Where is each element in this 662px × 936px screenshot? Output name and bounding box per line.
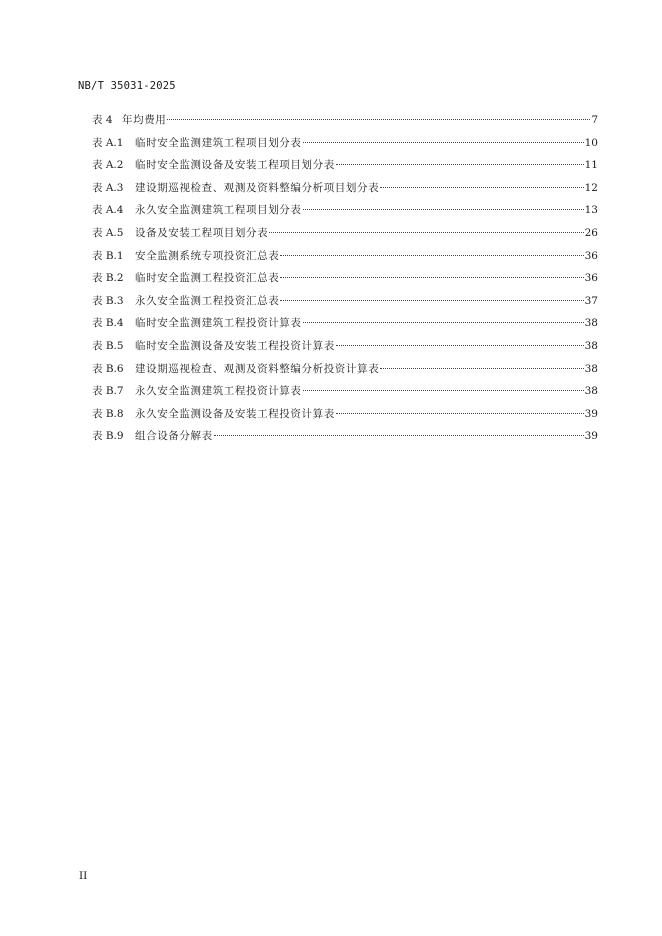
toc-dot-leader: [280, 277, 583, 278]
toc-item-page: 12: [584, 181, 598, 194]
toc-item-page: 11: [584, 159, 598, 172]
toc-item-title: 安全监测系统专项投资汇总表: [135, 249, 280, 262]
page-number: II: [79, 870, 88, 882]
toc-dot-leader: [167, 119, 590, 120]
toc-dot-leader: [280, 255, 583, 256]
toc-dot-leader: [214, 435, 584, 436]
table-of-contents: [92, 109, 598, 448]
toc-item-page: 36: [584, 272, 598, 285]
toc-item-title: 永久安全监测设备及安装工程投资计算表: [135, 407, 335, 420]
toc-item-label: 表 B.2: [92, 272, 124, 285]
toc-item[interactable]: [92, 290, 598, 313]
toc-item-label: 表 A.4: [92, 204, 124, 217]
toc-item[interactable]: [92, 335, 598, 358]
toc-item-label: 表 B.3: [92, 294, 124, 307]
document-code: NB/T 35031-2025: [78, 80, 176, 92]
toc-item[interactable]: [92, 425, 598, 448]
toc-item-title: 临时安全监测建筑工程项目划分表: [135, 136, 302, 149]
toc-item[interactable]: [92, 267, 598, 290]
toc-item-title: 临时安全监测建筑工程投资计算表: [135, 317, 302, 330]
toc-dot-leader: [380, 368, 583, 369]
toc-item-title: 永久安全监测工程投资汇总表: [135, 294, 280, 307]
toc-item[interactable]: [92, 177, 598, 200]
toc-item-page: 39: [584, 430, 598, 443]
toc-item[interactable]: [92, 245, 598, 268]
toc-item-title: 年均费用: [122, 114, 167, 126]
toc-item-label: 表 A.1: [92, 136, 124, 149]
toc-item[interactable]: [92, 154, 598, 177]
toc-item-page: 13: [584, 204, 598, 217]
toc-item[interactable]: [92, 312, 598, 335]
toc-item-page: 37: [584, 294, 598, 307]
toc-item-label: 表 B.7: [92, 385, 124, 398]
toc-item-title: 临时安全监测设备及安装工程项目划分表: [135, 159, 335, 172]
toc-dot-leader: [303, 322, 584, 323]
toc-dot-leader: [336, 413, 584, 414]
toc-item[interactable]: [92, 403, 598, 426]
toc-item-title: 建设期巡视检查、观测及资料整编分析投资计算表: [135, 362, 380, 375]
toc-dot-leader: [303, 209, 584, 210]
toc-item-label: 表 A.5: [92, 226, 124, 239]
toc-item-page: 36: [584, 249, 598, 262]
toc-item[interactable]: [92, 380, 598, 403]
toc-dot-leader: [336, 345, 584, 346]
toc-item[interactable]: [92, 358, 598, 381]
toc-item-label: 表 A.3: [92, 181, 124, 194]
toc-item-page: 26: [584, 226, 598, 239]
toc-item-page: 38: [584, 362, 598, 375]
toc-item-label: 表 B.6: [92, 362, 124, 375]
toc-dot-leader: [269, 232, 583, 233]
toc-item-label: 表 4: [92, 114, 113, 126]
toc-dot-leader: [380, 187, 583, 188]
toc-item[interactable]: [92, 222, 598, 245]
toc-item-title: 临时安全监测工程投资汇总表: [135, 272, 280, 285]
toc-item[interactable]: [92, 132, 598, 155]
toc-item-title: 永久安全监测建筑工程投资计算表: [135, 385, 302, 398]
toc-item-title: 设备及安装工程项目划分表: [135, 226, 269, 239]
toc-item-label: 表 B.5: [92, 339, 124, 352]
toc-dot-leader: [303, 142, 584, 143]
toc-item-page: 39: [584, 407, 598, 420]
toc-item-label: 表 B.8: [92, 407, 124, 420]
toc-item-label: 表 B.9: [92, 430, 124, 443]
toc-item-title: 临时安全监测设备及安装工程投资计算表: [135, 339, 335, 352]
toc-item-label: 表 A.2: [92, 159, 124, 172]
toc-item-title: 建设期巡视检查、观测及资料整编分析项目划分表: [135, 181, 380, 194]
toc-item-page: 38: [584, 339, 598, 352]
toc-dot-leader: [303, 390, 584, 391]
toc-item[interactable]: [92, 199, 598, 222]
toc-item-page: 38: [584, 317, 598, 330]
toc-item-label: 表 B.4: [92, 317, 124, 330]
toc-item-title: 永久安全监测建筑工程项目划分表: [135, 204, 302, 217]
toc-item-page: 10: [584, 136, 598, 149]
toc-item-label: 表 B.1: [92, 249, 124, 262]
toc-dot-leader: [280, 300, 583, 301]
toc-item-title: 组合设备分解表: [135, 430, 213, 443]
toc-item-page: 7: [591, 114, 598, 126]
toc-item[interactable]: [92, 109, 598, 132]
toc-item-page: 38: [584, 385, 598, 398]
toc-dot-leader: [336, 164, 584, 165]
